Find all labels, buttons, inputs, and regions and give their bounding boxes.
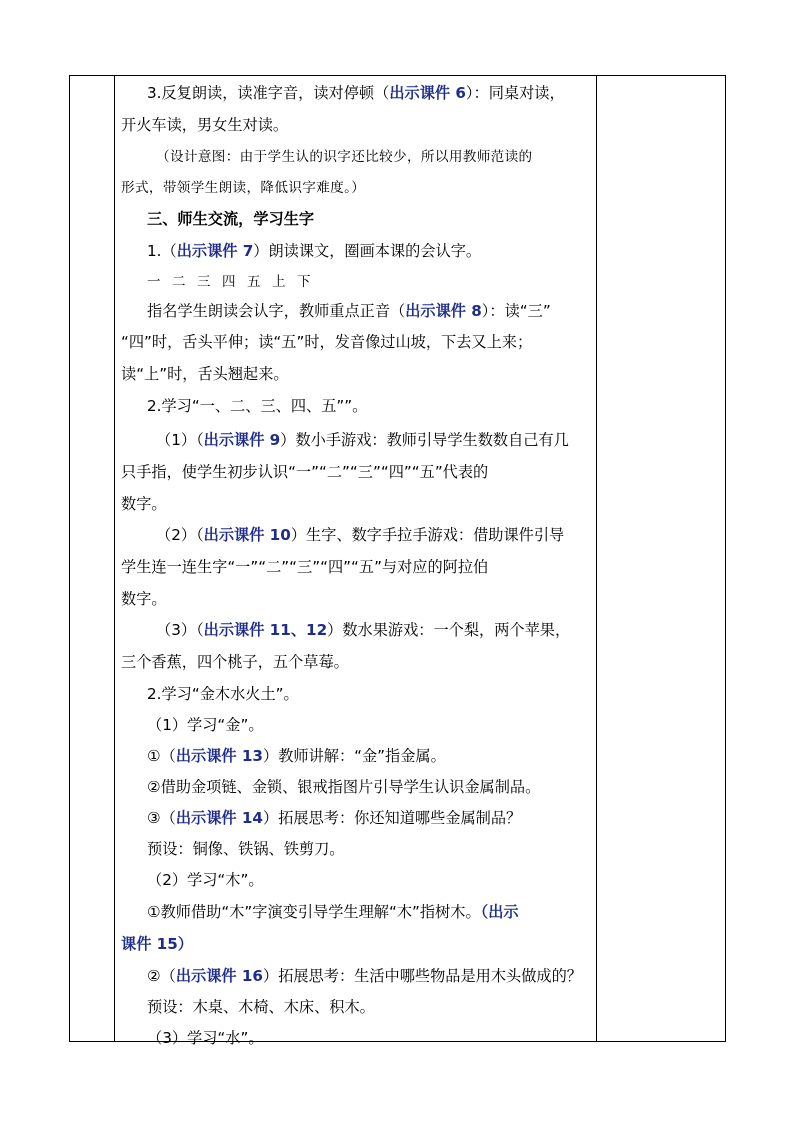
text-line: 只手指，使学生初步认识“一”“二”“三”“四”“五”代表的 [121, 463, 489, 481]
courseware-cue: 出示课件 14 [175, 809, 263, 827]
text-line: ③（出示课件 14）拓展思考：你还知道哪些金属制品？ [147, 809, 522, 827]
text-line: 1.（出示课件 7）朗读课文，圈画本课的会认字。 [147, 242, 482, 260]
text-line: 指名学生朗读会认字，教师重点正音（出示课件 8）：读“三” [147, 302, 551, 320]
text-line: 开火车读，男女生对读。 [121, 116, 289, 134]
text-line: ①教师借助“木”字演变引导学生理解“木”指树木。（出示 [147, 903, 519, 921]
courseware-cue: 出示课件 9 [203, 431, 281, 449]
text-line: 读“上”时，舌头翘起来。 [121, 365, 289, 383]
text-line: 数字。 [121, 495, 167, 513]
text-line: 3.反复朗读，读准字音，读对停顿（出示课件 6）：同桌对读， [147, 84, 565, 102]
courseware-cue: 出示课件 8 [405, 302, 482, 320]
left-column-divider [114, 76, 115, 1041]
courseware-cue: （出示 [480, 903, 519, 921]
design-intent: （设计意图：由于学生认的识字还比较少，所以用教师范读的 [156, 149, 533, 165]
courseware-cue: 出示课件 16 [175, 967, 263, 985]
courseware-cue: 出示课件 7 [176, 242, 254, 260]
courseware-cue: 出示课件 10 [203, 526, 291, 544]
courseware-cue: 课件 15） [121, 935, 193, 953]
text-line: 预设：木桌、木椅、木床、积木。 [147, 998, 375, 1016]
text-line: “四”时，舌头平伸；读“五”时，发音像过山坡，下去又上来； [121, 333, 533, 351]
design-intent: 形式，带领学生朗读，降低识字难度。） [121, 180, 366, 196]
text-line: 三个香蕉，四个桃子，五个草莓。 [121, 653, 349, 671]
text-line: （1）（出示课件 9）数小手游戏：教师引导学生数数自己有几 [156, 431, 569, 449]
text-line: （2）（出示课件 10）生字、数字手拉手游戏：借助课件引导 [156, 526, 565, 544]
courseware-cue: 出示课件 11、12 [203, 621, 328, 639]
section-heading: 三、师生交流，学习生字 [147, 210, 315, 228]
text-line: ②借助金项链、金锁、银戒指图片引导学生认识金属制品。 [147, 778, 541, 796]
text-line: ①（出示课件 13）教师讲解：“金”指金属。 [147, 747, 446, 765]
text-line: 学生连一连生字“一”“二”“三”“四”“五”与对应的阿拉伯 [121, 558, 489, 576]
text-line: 预设：铜像、铁锅、铁剪刀。 [147, 840, 345, 858]
text-line: （3）（出示课件 11、12）数水果游戏：一个梨，两个苹果， [156, 621, 571, 639]
text-line: 2.学习“金木水火土”。 [147, 685, 299, 703]
text-line: （3）学习“水”。 [147, 1029, 264, 1047]
character-list: 一二三四五上下 [147, 274, 322, 290]
right-column-divider [596, 76, 597, 1041]
text-line: 2.学习“一、二、三、四、五””。 [147, 397, 368, 415]
text-line: （1）学习“金”。 [147, 716, 264, 734]
text-line: （2）学习“木”。 [147, 871, 264, 889]
text-line: ②（出示课件 16）拓展思考：生活中哪些物品是用木头做成的？ [147, 967, 582, 985]
text-line [121, 934, 193, 954]
text-line: 数字。 [121, 590, 167, 608]
courseware-cue: 出示课件 6 [389, 84, 466, 102]
courseware-cue: 出示课件 13 [175, 747, 263, 765]
